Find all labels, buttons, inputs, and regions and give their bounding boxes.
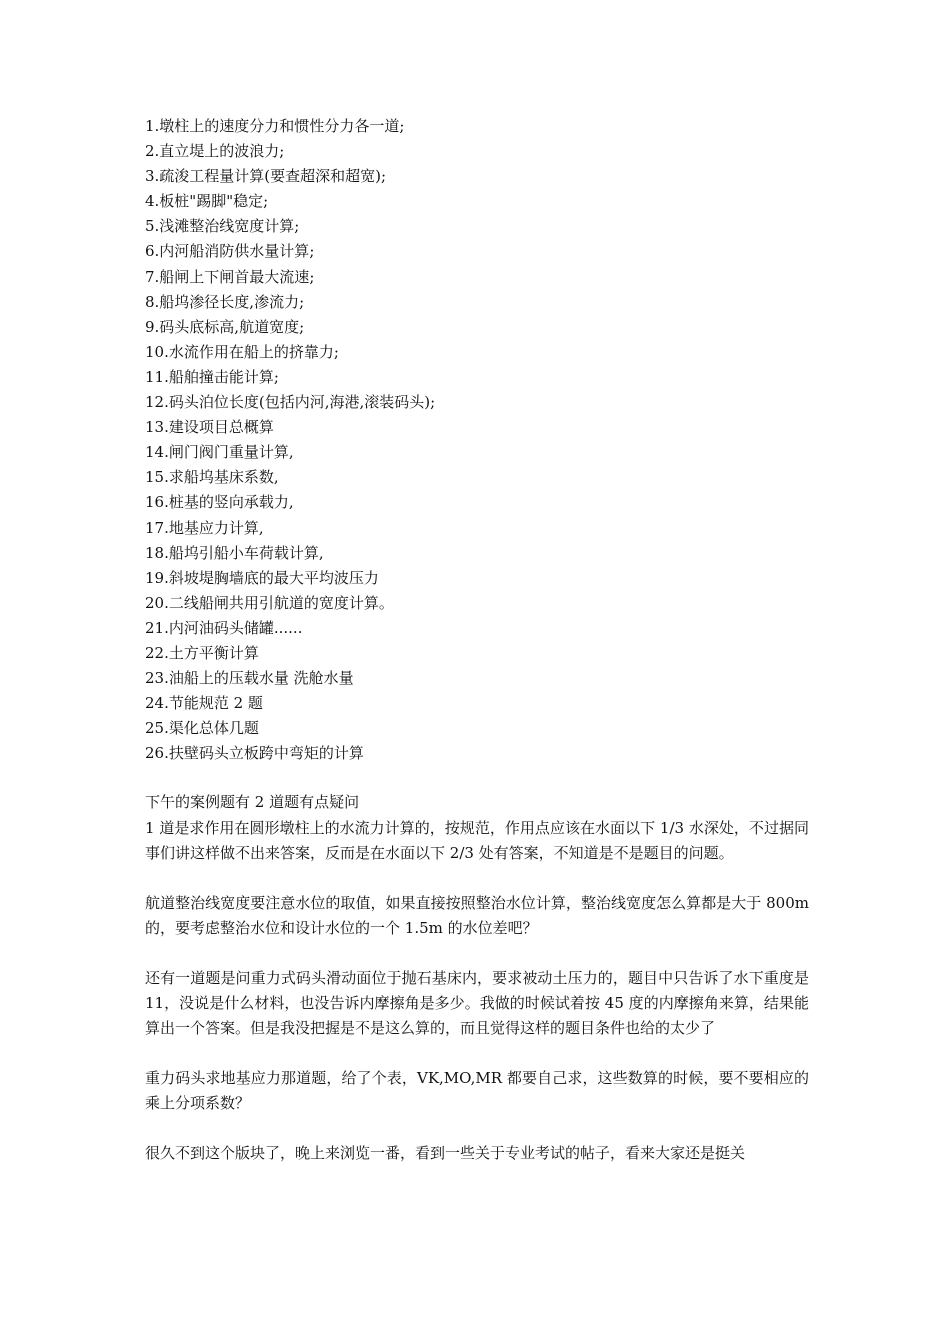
spacer (145, 766, 809, 790)
list-item: 1.墩柱上的速度分力和惯性分力各一道; (145, 117, 405, 135)
section-heading: 下午的案例题有 2 道题有点疑问 (145, 793, 360, 812)
list-item: 15.求船坞基床系数, (145, 468, 279, 487)
list-item: 23.油船上的压载水量 洗舱水量 (145, 669, 354, 688)
spacer (145, 1041, 809, 1066)
spacer (145, 866, 809, 891)
list-item: 21.内河油码头储罐...... (145, 618, 303, 637)
list-item: 16.桩基的竖向承载力, (145, 493, 294, 512)
paragraph-channel-width: 航道整治线宽度要注意水位的取值，如果直接按照整治水位计算，整治线宽度怎么算都是大于 800m 的，要考虑整治水位和设计水位的一个 1.5m 的水位差吧？ (145, 893, 809, 937)
list-item: 26.扶壁码头立板跨中弯矩的计算 (145, 744, 364, 763)
list-item: 13.建设项目总概算 (145, 418, 274, 437)
list-item: 10.水流作用在船上的挤靠力; (145, 342, 339, 361)
afternoon-case-section (145, 790, 809, 865)
calculation-topic-list (145, 114, 809, 766)
list-item: 5.浅滩整治线宽度计算; (145, 217, 300, 236)
list-item: 20.二线船闸共用引航道的宽度计算。 (145, 593, 394, 612)
list-item: 14.闸门阀门重量计算, (145, 443, 294, 462)
list-item: 2.直立堤上的波浪力; (145, 142, 285, 161)
list-item: 18.船坞引船小车荷载计算, (145, 543, 324, 562)
paragraph-earth-pressure: 还有一道题是问重力式码头滑动面位于抛石基床内，要求被动土压力的，题目中只告诉了水下重度是 11，没说是什么材料，也没告诉内摩擦角是多少。我做的时候试着按 45 度的内摩擦角来算，结果能算出一个答案。但是我没把握是不是这么算的，而且觉得这样的题目条件也给的太少了 (145, 968, 809, 1038)
list-item: 25.渠化总体几题 (145, 719, 259, 738)
list-item: 3.疏浚工程量计算(要查超深和超宽); (145, 167, 387, 186)
list-item: 12.码头泊位长度(包括内河,海港,滚装码头); (145, 393, 436, 412)
paragraph-forum-note: 很久不到这个版块了，晚上来浏览一番，看到一些关于专业考试的帖子，看来大家还是挺关 (145, 1144, 746, 1163)
list-item: 17.地基应力计算, (145, 518, 264, 537)
paragraph-foundation-stress: 重力码头求地基应力那道题，给了个表，VK,MO,MR 都要自己求，这些数算的时候，要不要相应的乘上分项系数？ (145, 1069, 809, 1113)
list-item: 7.船闸上下闸首最大流速; (145, 267, 315, 286)
list-item: 22.土方平衡计算 (145, 643, 259, 662)
paragraph-current-force: 1 道是求作用在圆形墩柱上的水流力计算的，按规范，作用点应该在水面以下 1/3 水深处，不过据同事们讲这样做不出来答案，反而是在水面以下 2/3 处有答案，不知道是不是题目的问题。 (145, 818, 809, 862)
document-content (145, 114, 809, 1166)
list-item: 6.内河船消防供水量计算; (145, 242, 315, 261)
list-item: 8.船坞渗径长度,渗流力; (145, 292, 305, 311)
list-item: 19.斜坡堤胸墙底的最大平均波压力 (145, 568, 379, 587)
spacer (145, 941, 809, 966)
list-item: 24.节能规范 2 题 (145, 694, 263, 713)
list-item: 4.板桩"踢脚"稳定; (145, 192, 269, 211)
spacer (145, 1116, 809, 1141)
list-item: 9.码头底标高,航道宽度; (145, 317, 305, 336)
list-item: 11.船舶撞击能计算; (145, 367, 279, 386)
